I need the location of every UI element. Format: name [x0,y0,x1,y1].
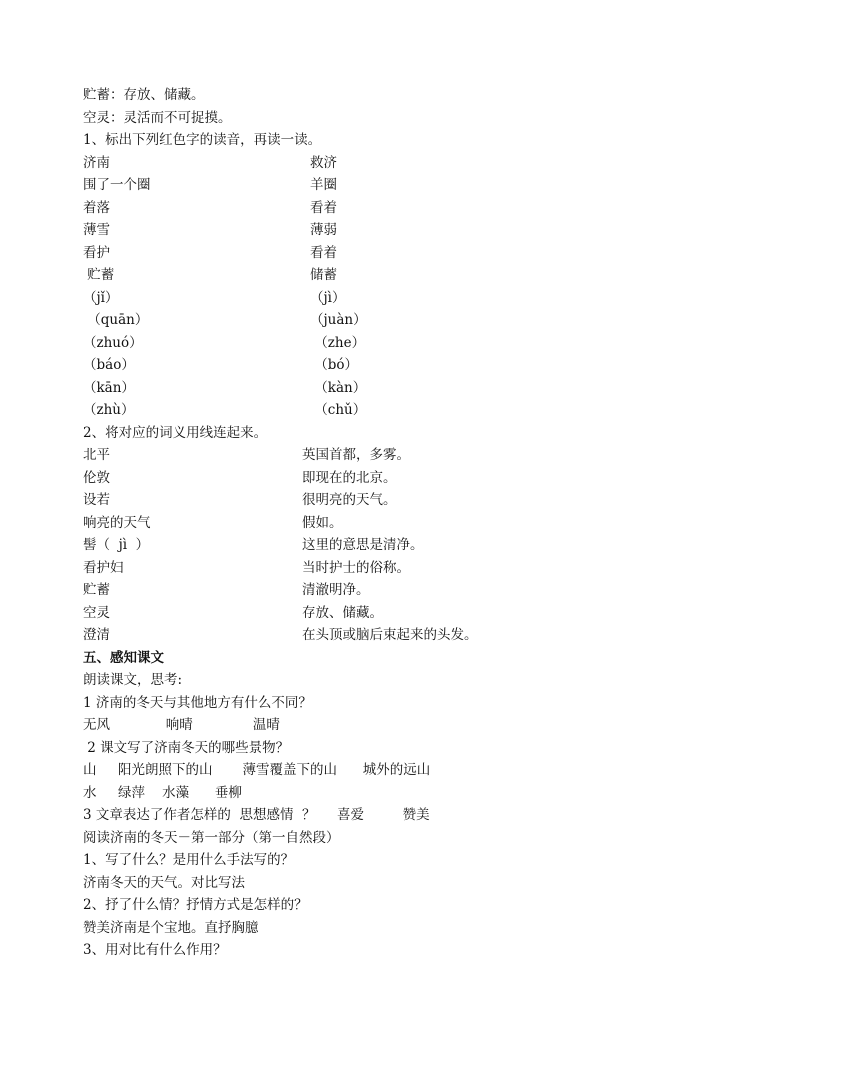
row-left-text: （zhù） [83,402,135,418]
text-line [83,692,783,715]
line-text: 3 文章表达了作者怎样的 思想感情 ？ 喜爱 赞美 [83,807,430,823]
text-line [83,849,783,872]
line-text: 山 阳光朗照下的山 薄雪覆盖下的山 城外的远山 [83,762,431,778]
table-row [83,399,783,422]
line-text: 赞美济南是个宝地。直抒胸臆 [83,919,259,936]
table-row [83,354,783,377]
text-line [83,917,783,940]
row-right-text: 看着 [310,199,337,216]
table-row [83,512,783,535]
row-left-text: 围了一个圈 [83,177,151,193]
q1-table [83,152,783,422]
row-right-text: 即现在的北京。 [302,469,397,486]
table-row [83,264,783,287]
document-page [83,84,783,962]
row-right-text: 在头顶或脑后束起来的头发。 [302,627,478,643]
line-text: 朗读课文，思考: [83,672,183,688]
table-row [83,219,783,242]
row-right-text: 清澈明净。 [302,582,370,598]
row-left-text: （jǐ） [83,289,119,306]
line-text: 2、抒了什么情？抒情方式是怎样的？ [83,897,308,913]
line-text: 1 济南的冬天与其他地方有什么不同？ [83,694,312,711]
table-row [83,287,783,310]
q1-title [83,129,783,152]
row-right-text: 储蓄 [310,267,337,283]
line-text: 2 课文写了济南冬天的哪些景物？ [83,739,290,756]
text-line [83,759,783,782]
row-left-text: 薄雪 [83,222,110,238]
line-text: 水 绿萍 水藻 垂柳 [83,784,242,801]
row-left-text: 北平 [83,447,110,463]
row-left-text: 看护 [83,244,110,261]
table-row [83,534,783,557]
section-body [83,669,783,962]
row-right-text: （juàn） [310,312,367,328]
row-left-text: 伦敦 [83,469,110,486]
definition-line [83,107,783,130]
row-right-text: （kàn） [310,379,367,396]
table-row [83,197,783,220]
row-right-text: 英国首都，多雾。 [302,447,410,463]
row-left-text: 贮蓄 [83,582,110,598]
row-left-text: 着落 [83,199,110,216]
table-row [83,624,783,647]
row-right-text: 薄弱 [310,222,337,238]
table-row [83,557,783,580]
q1-title-text: 1、标出下列红色字的读音，再读一读。 [83,132,322,148]
definition-text: 贮蓄：存放、储藏。 [83,87,205,103]
row-right-text: 存放、储藏。 [302,604,383,621]
line-text: 1、写了什么？是用什么手法写的？ [83,852,295,868]
definition-line [83,84,783,107]
row-left-text: （báo） [83,357,135,373]
text-line [83,872,783,895]
section-heading [83,647,783,670]
row-left-text: 贮蓄 [83,267,115,283]
row-right-text: 很明亮的天气。 [302,492,397,508]
table-row [83,152,783,175]
line-text: 阅读济南的冬天－第一部分（第一自然段） [83,829,340,846]
row-left-text: 髻（ jì ） [83,537,150,553]
text-line [83,939,783,962]
text-line [83,714,783,737]
section-heading-text: 五、感知课文 [83,649,164,666]
text-line [83,827,783,850]
row-left-text: 济南 [83,154,110,171]
line-text: 无风 响晴 温晴 [83,717,280,733]
text-line [83,737,783,760]
table-row [83,242,783,265]
text-line [83,804,783,827]
table-row [83,579,783,602]
row-left-text: 响亮的天气 [83,514,151,531]
row-left-text: 看护妇 [83,559,124,576]
row-right-text: 当时护士的俗称。 [302,559,410,576]
row-right-text: 看着 [310,244,337,261]
table-row [83,602,783,625]
table-row [83,444,783,467]
row-right-text: 这里的意思是清净。 [302,537,424,553]
text-line [83,894,783,917]
row-left-text: （kān） [83,379,135,396]
row-right-text: 羊圈 [310,177,337,193]
row-right-text: 假如。 [302,514,343,531]
q2-table [83,444,783,647]
table-row [83,377,783,400]
table-row [83,467,783,490]
text-line [83,782,783,805]
table-row [83,309,783,332]
row-left-text: （zhuó） [83,334,143,351]
row-left-text: 空灵 [83,604,110,621]
row-left-text: 设若 [83,492,110,508]
row-left-text: 澄清 [83,627,110,643]
q2-title [83,422,783,445]
row-right-text: （chǔ） [310,402,367,418]
table-row [83,174,783,197]
line-text: 济南冬天的天气。对比写法 [83,874,245,891]
definition-text: 空灵：灵活而不可捉摸。 [83,109,232,126]
line-text: 3、用对比有什么作用？ [83,942,227,958]
row-left-text: （quān） [83,312,149,328]
row-right-text: （zhe） [310,334,366,351]
table-row [83,489,783,512]
table-row [83,332,783,355]
q2-title-text: 2、将对应的词义用线连起来。 [83,424,268,441]
row-right-text: 救济 [310,154,337,171]
text-line [83,669,783,692]
row-right-text: （bó） [310,357,359,373]
row-right-text: （jì） [310,289,346,306]
